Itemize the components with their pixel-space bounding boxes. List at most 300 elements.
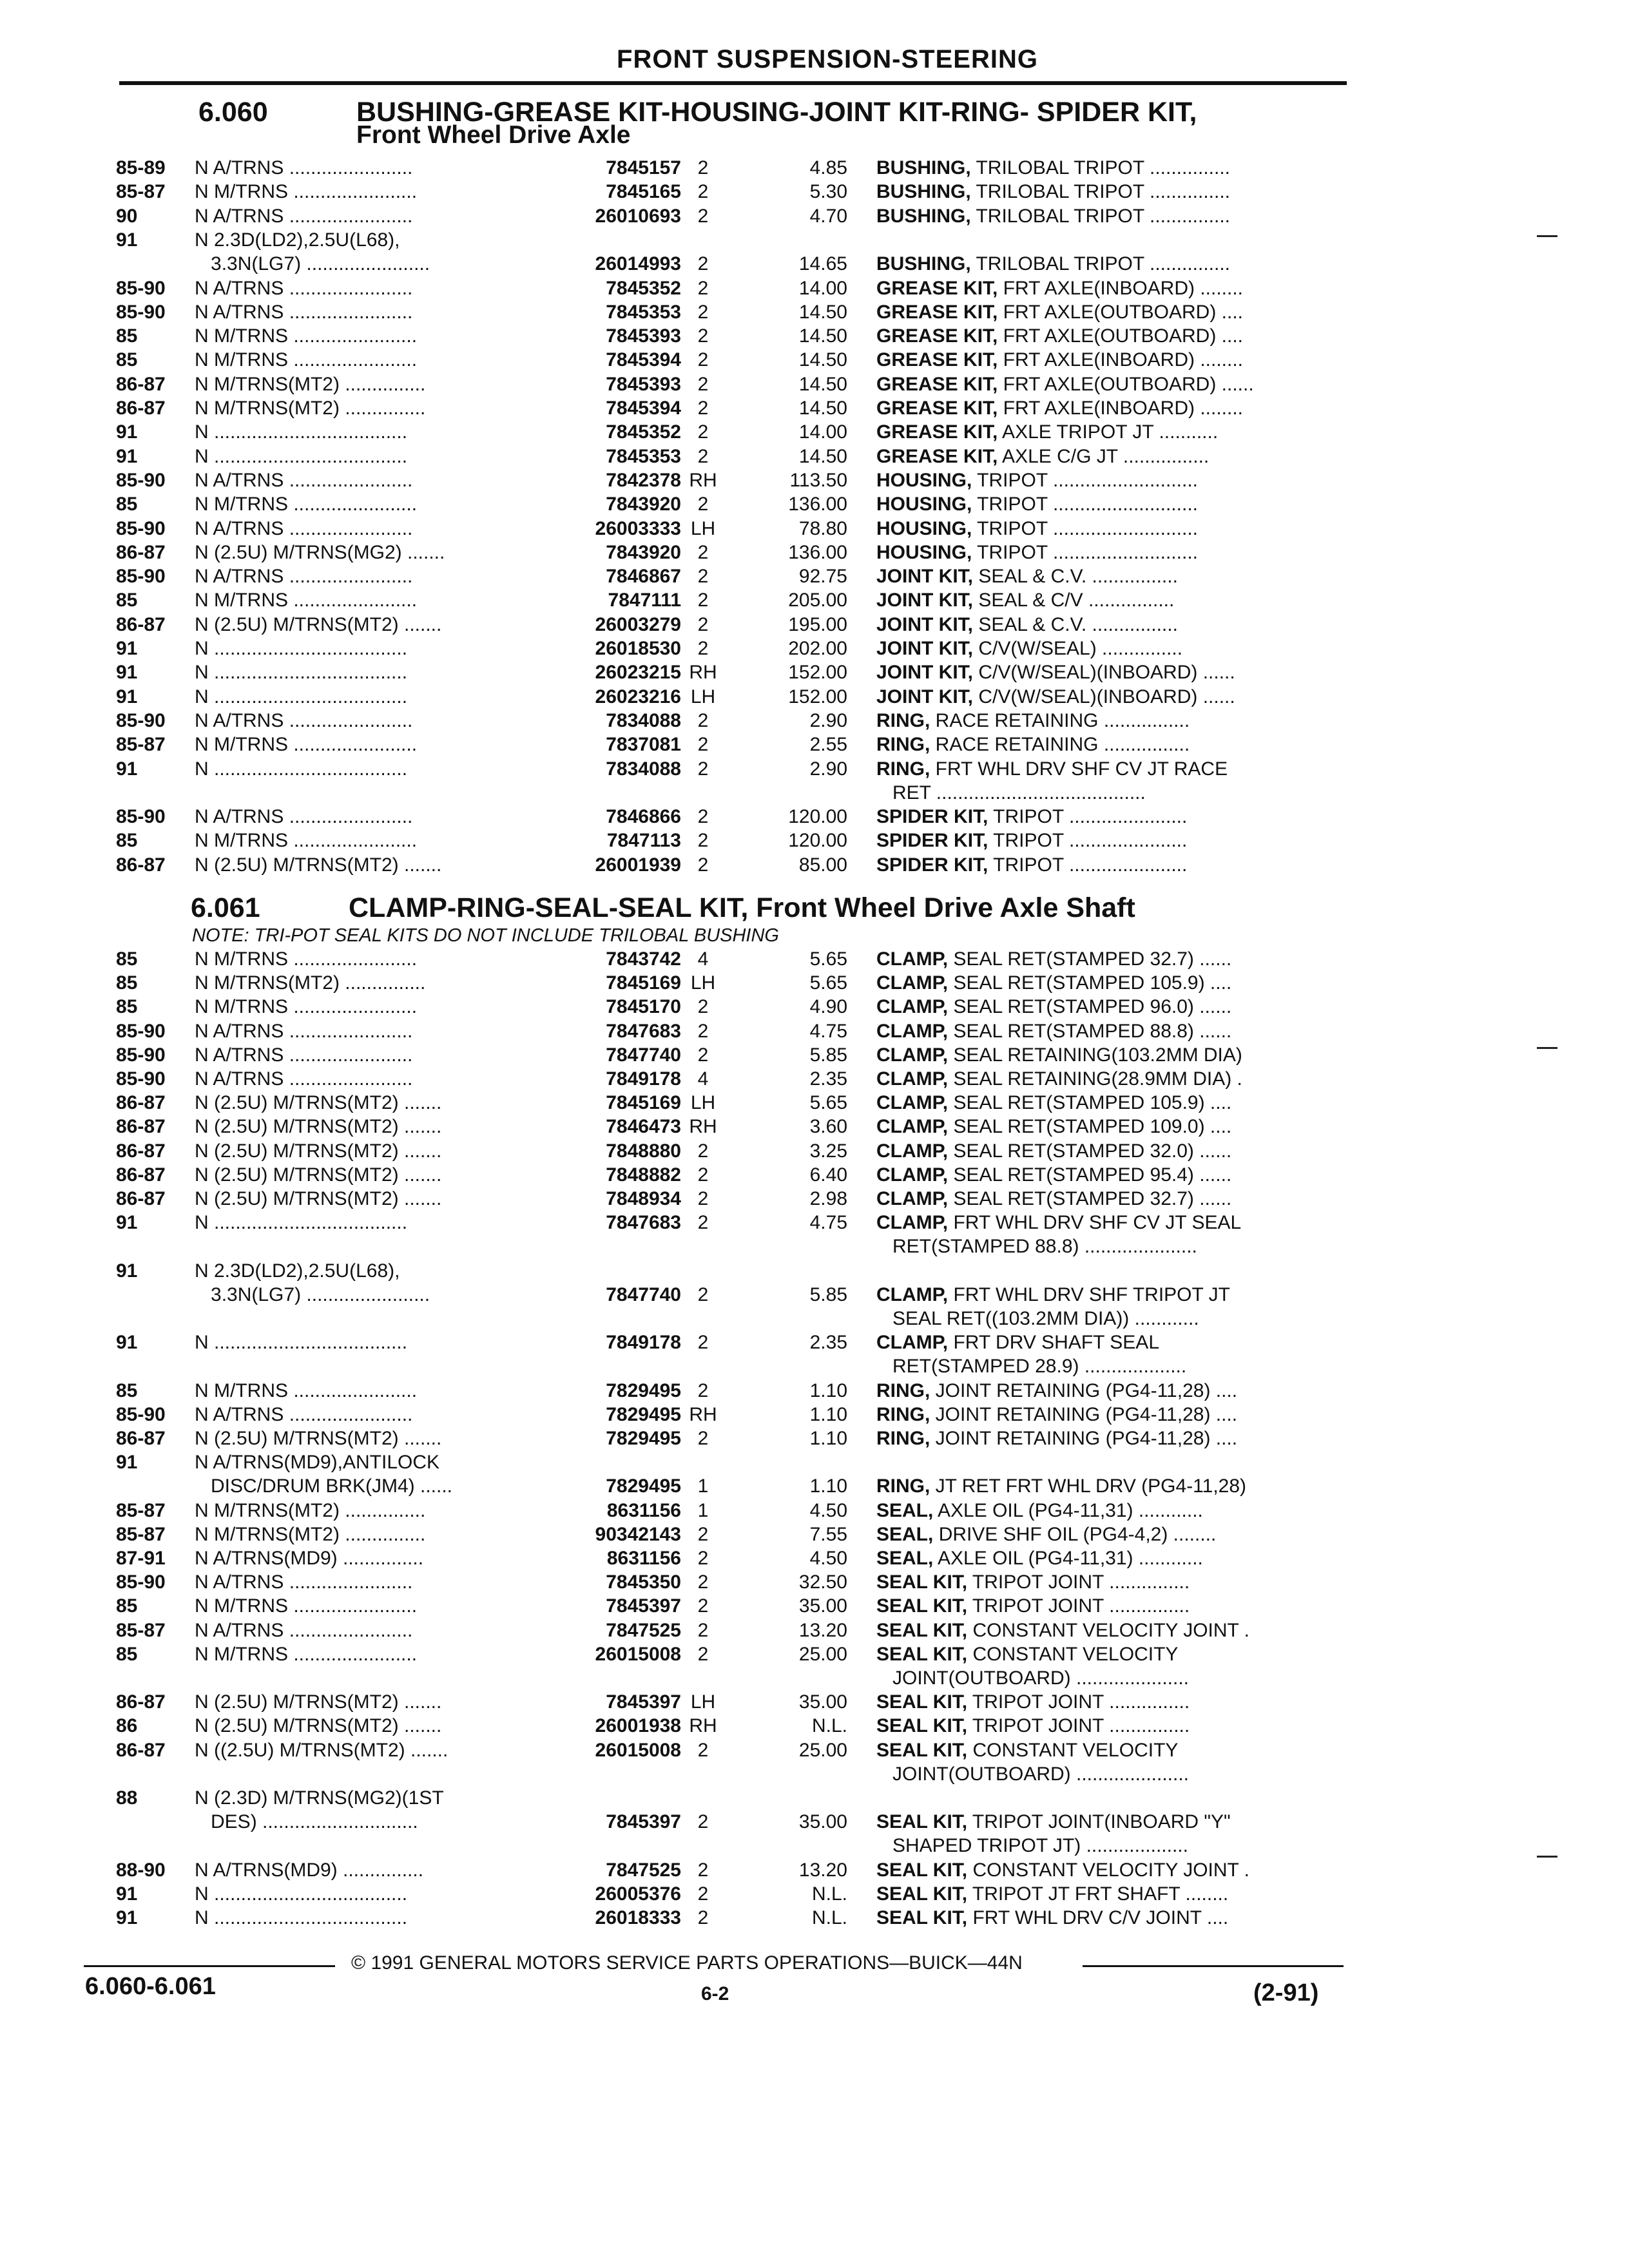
part-number: 7845352 [606,421,681,443]
description [876,1474,1350,1498]
quantity: 1 [697,1475,709,1497]
model-code: N A/TRNS ....................... [195,1020,413,1042]
description [876,971,1350,995]
part-detail: SEAL RET(STAMPED 105.9) .... [948,1092,1232,1114]
table-row [0,588,1629,612]
part-number: 26003279 [595,613,681,635]
part-number: 7829495 [606,1403,681,1425]
model-year: 91 [116,686,138,707]
model-code: N M/TRNS(MT2) ............... [195,1523,426,1545]
model-year: 91 [116,229,138,251]
model-year: 85-90 [116,517,166,539]
part-name: BUSHING, [876,157,971,178]
part-name: CLAMP, [876,1212,949,1234]
part-detail: FRT AXLE(OUTBOARD) .... [998,325,1243,347]
description [876,1619,1350,1642]
part-name: JOINT KIT, [876,686,974,707]
quantity: 2 [697,854,709,876]
part-number: 7845170 [606,996,681,1018]
model-code: N M/TRNS ....................... [195,1595,418,1617]
model-year: 91 [116,1332,138,1354]
part-detail: DRIVE SHF OIL (PG4-4,2) ........ [933,1523,1217,1545]
part-detail: SEAL RET(STAMPED 32.0) ...... [948,1140,1232,1162]
part-name: SEAL KIT, [876,1739,968,1761]
quantity: 2 [697,1811,709,1833]
description [876,853,1350,877]
quantity: LH [690,1092,716,1114]
part-name: HOUSING, [876,469,972,491]
description [892,1762,1366,1786]
table-row [0,420,1629,444]
part-detail: SEAL RETAINING(103.2MM DIA) [948,1044,1242,1066]
part-number: 8631156 [606,1499,681,1521]
part-name: GREASE KIT, [876,301,998,323]
part-number: 7843920 [606,494,681,515]
part-name: RING, [876,1379,930,1401]
table-row [0,660,1629,684]
model-year: 85-90 [116,806,166,828]
description [876,1403,1350,1427]
part-number: 7847111 [608,590,681,611]
part-detail: RET(STAMPED 28.9) ................... [892,1356,1187,1378]
description [876,1738,1350,1762]
part-name: CLAMP, [876,1164,949,1186]
part-number: 7845394 [606,349,681,371]
price: N.L. [811,1907,847,1928]
quantity: 2 [697,1619,709,1641]
part-number: 7845165 [606,181,681,203]
quantity: 2 [697,1332,709,1354]
model-year: 86-87 [116,1428,166,1449]
part-detail: FRT WHL DRV SHF TRIPOT JT [948,1283,1230,1305]
quantity: RH [689,662,717,684]
price: 152.00 [788,686,847,707]
table-row [0,1619,1629,1642]
model-year: 88 [116,1787,138,1809]
description [876,709,1350,733]
model-year: 85-87 [116,1619,166,1641]
section-note: NOTE: TRI-POT SEAL KITS DO NOT INCLUDE TRILOBAL BUSHING [192,925,779,946]
part-name: SEAL KIT, [876,1883,968,1905]
quantity: 2 [697,325,709,347]
description [876,1499,1350,1523]
part-number: 7845350 [606,1571,681,1593]
price: 25.00 [798,1739,847,1761]
description [876,757,1350,781]
part-name: RING, [876,709,930,731]
part-number: 26010693 [595,205,681,227]
part-name: CLAMP, [876,1140,949,1162]
price: N.L. [811,1715,847,1737]
quantity: 2 [697,566,709,588]
model-code: N A/TRNS ....................... [195,205,413,227]
part-name: GREASE KIT, [876,349,998,371]
part-name: JOINT KIT, [876,590,974,611]
table-row [0,829,1629,852]
model-code: N (2.5U) M/TRNS(MT2) ....... [195,1428,442,1449]
model-year: 86-87 [116,1691,166,1713]
model-year: 85 [116,830,138,852]
description [876,829,1350,852]
page-header-text: FRONT SUSPENSION-STEERING [617,45,1038,73]
part-number: 7846473 [606,1116,681,1138]
part-detail: JOINT RETAINING (PG4-11,28) .... [930,1379,1238,1401]
price: 3.60 [809,1116,847,1138]
table-row [0,1043,1629,1067]
model-year: 85 [116,1643,138,1665]
model-code: N A/TRNS ....................... [195,709,413,731]
price: 6.40 [809,1164,847,1186]
quantity: 2 [697,1140,709,1162]
part-name: RING, [876,1403,930,1425]
footer-copyright: © 1991 GENERAL MOTORS SERVICE PARTS OPERATIONS—BUICK—44N [351,1952,1023,1974]
table-row [0,1283,1629,1307]
model-year: 85 [116,494,138,515]
description [876,1139,1350,1163]
part-detail: TRIPOT JOINT(INBOARD "Y" [967,1811,1231,1833]
table-row [0,517,1629,541]
table-row [0,204,1629,228]
table-row [0,1666,1629,1690]
model-code: N .................................... [195,1883,408,1905]
part-detail: SEAL RET(STAMPED 109.0) .... [948,1116,1232,1138]
model-year: 90 [116,205,138,227]
table-row [0,541,1629,564]
quantity: 2 [697,806,709,828]
part-number: 7845393 [606,373,681,395]
part-name: BUSHING, [876,253,971,275]
quantity: 2 [697,301,709,323]
table-row [0,276,1629,300]
part-number: 26023215 [595,662,681,684]
part-detail: SHAPED TRIPOT JT) ................... [892,1835,1188,1857]
part-number: 26015008 [595,1643,681,1665]
model-code: N (2.5U) M/TRNS(MT2) ....... [195,1116,442,1138]
table-row [0,156,1629,180]
part-detail: TRIPOT ........................... [972,494,1198,515]
part-number: 26014993 [595,253,681,275]
part-name: SEAL, [876,1523,934,1545]
model-code: N M/TRNS ....................... [195,1643,418,1665]
quantity: LH [690,972,716,994]
description [892,1354,1366,1378]
model-code: N (2.3D) M/TRNS(MG2)(1ST [195,1787,444,1809]
quantity: 2 [697,1571,709,1593]
part-name: BUSHING, [876,181,971,203]
description [892,1834,1366,1858]
model-code: N (2.5U) M/TRNS(MT2) ....... [195,613,442,635]
part-name: SEAL KIT, [876,1595,968,1617]
part-name: CLAMP, [876,1116,949,1138]
price: 14.00 [798,421,847,443]
part-detail: TRILOBAL TRIPOT ............... [970,181,1231,203]
part-detail: SEAL & C.V. ................ [973,613,1178,635]
part-number: 7847525 [606,1859,681,1881]
price: 14.50 [798,373,847,395]
description [876,1283,1350,1307]
model-year: 85 [116,590,138,611]
quantity: 2 [697,758,709,780]
description [876,1858,1350,1882]
quantity: 2 [697,1883,709,1905]
price: 2.98 [809,1188,847,1209]
table-row [0,971,1629,995]
margin-mark [1537,235,1557,237]
price: 5.65 [809,1092,847,1114]
quantity: 2 [697,181,709,203]
description [876,541,1350,564]
description [876,1523,1350,1546]
model-year: 85-90 [116,1020,166,1042]
table-row [0,348,1629,372]
table-row [0,805,1629,829]
model-code: N M/TRNS ....................... [195,349,418,371]
margin-mark [1537,1047,1557,1049]
part-name: CLAMP, [876,996,949,1018]
table-row [0,1163,1629,1187]
description [876,300,1350,324]
table-row [0,1379,1629,1403]
quantity: 2 [697,421,709,443]
quantity: 2 [697,590,709,611]
price: 202.00 [788,638,847,659]
model-code: 3.3N(LG7) ....................... [195,253,430,275]
table-row [0,1546,1629,1570]
model-code: N .................................... [195,1332,408,1354]
part-name: GREASE KIT, [876,277,998,299]
part-name: SPIDER KIT, [876,806,988,828]
part-number: 26018530 [595,638,681,659]
description [876,1115,1350,1139]
model-code: N (2.5U) M/TRNS(MT2) ....... [195,1092,442,1114]
description [876,180,1350,204]
part-number: 7845393 [606,325,681,347]
table-row [0,228,1629,252]
quantity: 2 [697,734,709,756]
price: 85.00 [798,854,847,876]
model-code: N A/TRNS ....................... [195,517,413,539]
description [876,685,1350,709]
part-name: CLAMP, [876,948,949,970]
description [876,517,1350,541]
quantity: 2 [697,1548,709,1569]
model-year: 86-87 [116,854,166,876]
table-row [0,1762,1629,1786]
model-code: N M/TRNS ....................... [195,181,418,203]
description [876,1019,1350,1043]
model-year: 91 [116,758,138,780]
description [876,1091,1350,1115]
description [892,1666,1366,1690]
part-detail: SEAL & C/V ................ [973,590,1175,611]
part-number: 7845157 [606,157,681,178]
model-code: DISC/DRUM BRK(JM4) ...... [195,1475,453,1497]
model-year: 85-90 [116,1044,166,1066]
header-rule [119,81,1347,85]
part-number: 7847683 [606,1020,681,1042]
model-year: 86-87 [116,541,166,563]
description [876,445,1350,468]
model-code: N M/TRNS(MT2) ............... [195,373,426,395]
part-number: 7834088 [606,758,681,780]
quantity: 2 [697,1643,709,1665]
part-name: SEAL KIT, [876,1691,968,1713]
quantity: 2 [697,1523,709,1545]
part-name: HOUSING, [876,517,972,539]
model-code: N A/TRNS ....................... [195,566,413,588]
price: 14.00 [798,277,847,299]
section-title: BUSHING-GREASE KIT-HOUSING-JOINT KIT-RING- SPIDER KIT, [356,97,1197,128]
model-code: N A/TRNS ....................... [195,1619,413,1641]
part-name: SEAL KIT, [876,1907,968,1928]
footer-rule-right [1083,1965,1344,1967]
description [876,372,1350,396]
quantity: 1 [697,1499,709,1521]
part-detail: FRT AXLE(OUTBOARD) ...... [998,373,1254,395]
price: 5.30 [809,181,847,203]
description [876,1690,1350,1714]
model-year: 91 [116,445,138,467]
model-year: 85-90 [116,277,166,299]
table-row [0,1331,1629,1354]
model-code: N A/TRNS(MD9) ............... [195,1548,424,1569]
table-row [0,1403,1629,1427]
part-number: 7845352 [606,277,681,299]
quantity: 2 [697,1283,709,1305]
model-year: 91 [116,1260,138,1282]
part-number: 7849178 [606,1332,681,1354]
description [876,276,1350,300]
table-row [0,1738,1629,1762]
part-detail: TRILOBAL TRIPOT ............... [970,205,1231,227]
quantity: LH [690,686,716,707]
table-row [0,445,1629,468]
part-detail: FRT AXLE(INBOARD) ........ [998,398,1244,419]
model-year: 86-87 [116,1164,166,1186]
part-detail: SEAL RET(STAMPED 32.7) ...... [948,1188,1232,1209]
table-row [0,1810,1629,1834]
part-detail: JT RET FRT WHL DRV (PG4-11,28) [930,1475,1247,1497]
price: 78.80 [798,517,847,539]
part-number: 7845169 [606,972,681,994]
description [876,468,1350,492]
model-code: N A/TRNS(MD9) ............... [195,1859,424,1881]
quantity: 2 [697,1595,709,1617]
part-detail: TRIPOT ........................... [972,517,1198,539]
part-detail: FRT DRV SHAFT SEAL [948,1332,1160,1354]
price: 3.25 [809,1140,847,1162]
model-year: 85-87 [116,181,166,203]
part-name: GREASE KIT, [876,445,998,467]
part-number: 7837081 [606,734,681,756]
footer-section-range: 6.060-6.061 [85,1973,216,2000]
part-number: 7847525 [606,1619,681,1641]
quantity: 2 [697,638,709,659]
description [876,1043,1350,1067]
price: 4.90 [809,996,847,1018]
part-name: SEAL KIT, [876,1811,968,1833]
price: 2.90 [809,709,847,731]
part-detail: SEAL RET(STAMPED 95.4) ...... [948,1164,1232,1186]
table-row [0,637,1629,660]
table-row [0,995,1629,1019]
model-year: 91 [116,421,138,443]
price: 152.00 [788,662,847,684]
model-year: 85 [116,948,138,970]
description [876,1379,1350,1403]
price: 92.75 [798,566,847,588]
part-name: SEAL KIT, [876,1643,968,1665]
model-code: N 2.3D(LD2),2.5U(L68), [195,229,400,251]
table-row [0,1019,1629,1043]
table-row [0,1474,1629,1498]
table-row [0,564,1629,588]
part-detail: TRIPOT ...................... [988,830,1188,852]
quantity: LH [690,517,716,539]
model-year: 86-87 [116,1116,166,1138]
price: 14.50 [798,445,847,467]
model-code: N M/TRNS(MT2) ............... [195,1499,426,1521]
quantity: 2 [697,277,709,299]
price: 35.00 [798,1811,847,1833]
model-year: 85 [116,325,138,347]
model-code: N A/TRNS ....................... [195,277,413,299]
part-number: 7847113 [606,830,681,852]
part-detail: TRIPOT ........................... [972,541,1198,563]
table-row [0,252,1629,276]
part-number: 8631156 [606,1548,681,1569]
price: 5.85 [809,1044,847,1066]
part-number: 7845353 [606,301,681,323]
description [876,1331,1350,1354]
section-subtitle: Front Wheel Drive Axle [356,121,631,149]
model-code: N .................................... [195,638,408,659]
price: 14.50 [798,301,847,323]
price: 32.50 [798,1571,847,1593]
part-detail: JOINT(OUTBOARD) ..................... [892,1667,1190,1689]
part-name: GREASE KIT, [876,325,998,347]
model-code: N M/TRNS ....................... [195,830,418,852]
part-detail: CONSTANT VELOCITY [967,1643,1179,1665]
description [876,204,1350,228]
footer-rule-left [84,1965,335,1967]
part-number: 7848934 [606,1188,681,1209]
part-number: 7843920 [606,541,681,563]
table-row [0,300,1629,324]
part-detail: TRIPOT JOINT ............... [967,1691,1190,1713]
description [876,1211,1350,1235]
description [876,1570,1350,1594]
model-code: N M/TRNS ....................... [195,948,418,970]
price: 2.35 [809,1332,847,1354]
table-row [0,1187,1629,1211]
part-name: GREASE KIT, [876,398,998,419]
model-code: N (2.5U) M/TRNS(MT2) ....... [195,1164,442,1186]
table-row [0,1714,1629,1738]
part-detail: JOINT RETAINING (PG4-11,28) .... [930,1403,1238,1425]
model-year: 86-87 [116,1092,166,1114]
price: 5.65 [809,972,847,994]
model-year: 91 [116,1212,138,1234]
model-year: 85-90 [116,1068,166,1090]
table-row [0,1594,1629,1618]
quantity: LH [690,1691,716,1713]
model-year: 86-87 [116,398,166,419]
price: 5.85 [809,1283,847,1305]
table-row [0,1307,1629,1331]
table-row [0,1139,1629,1163]
model-code: N .................................... [195,445,408,467]
